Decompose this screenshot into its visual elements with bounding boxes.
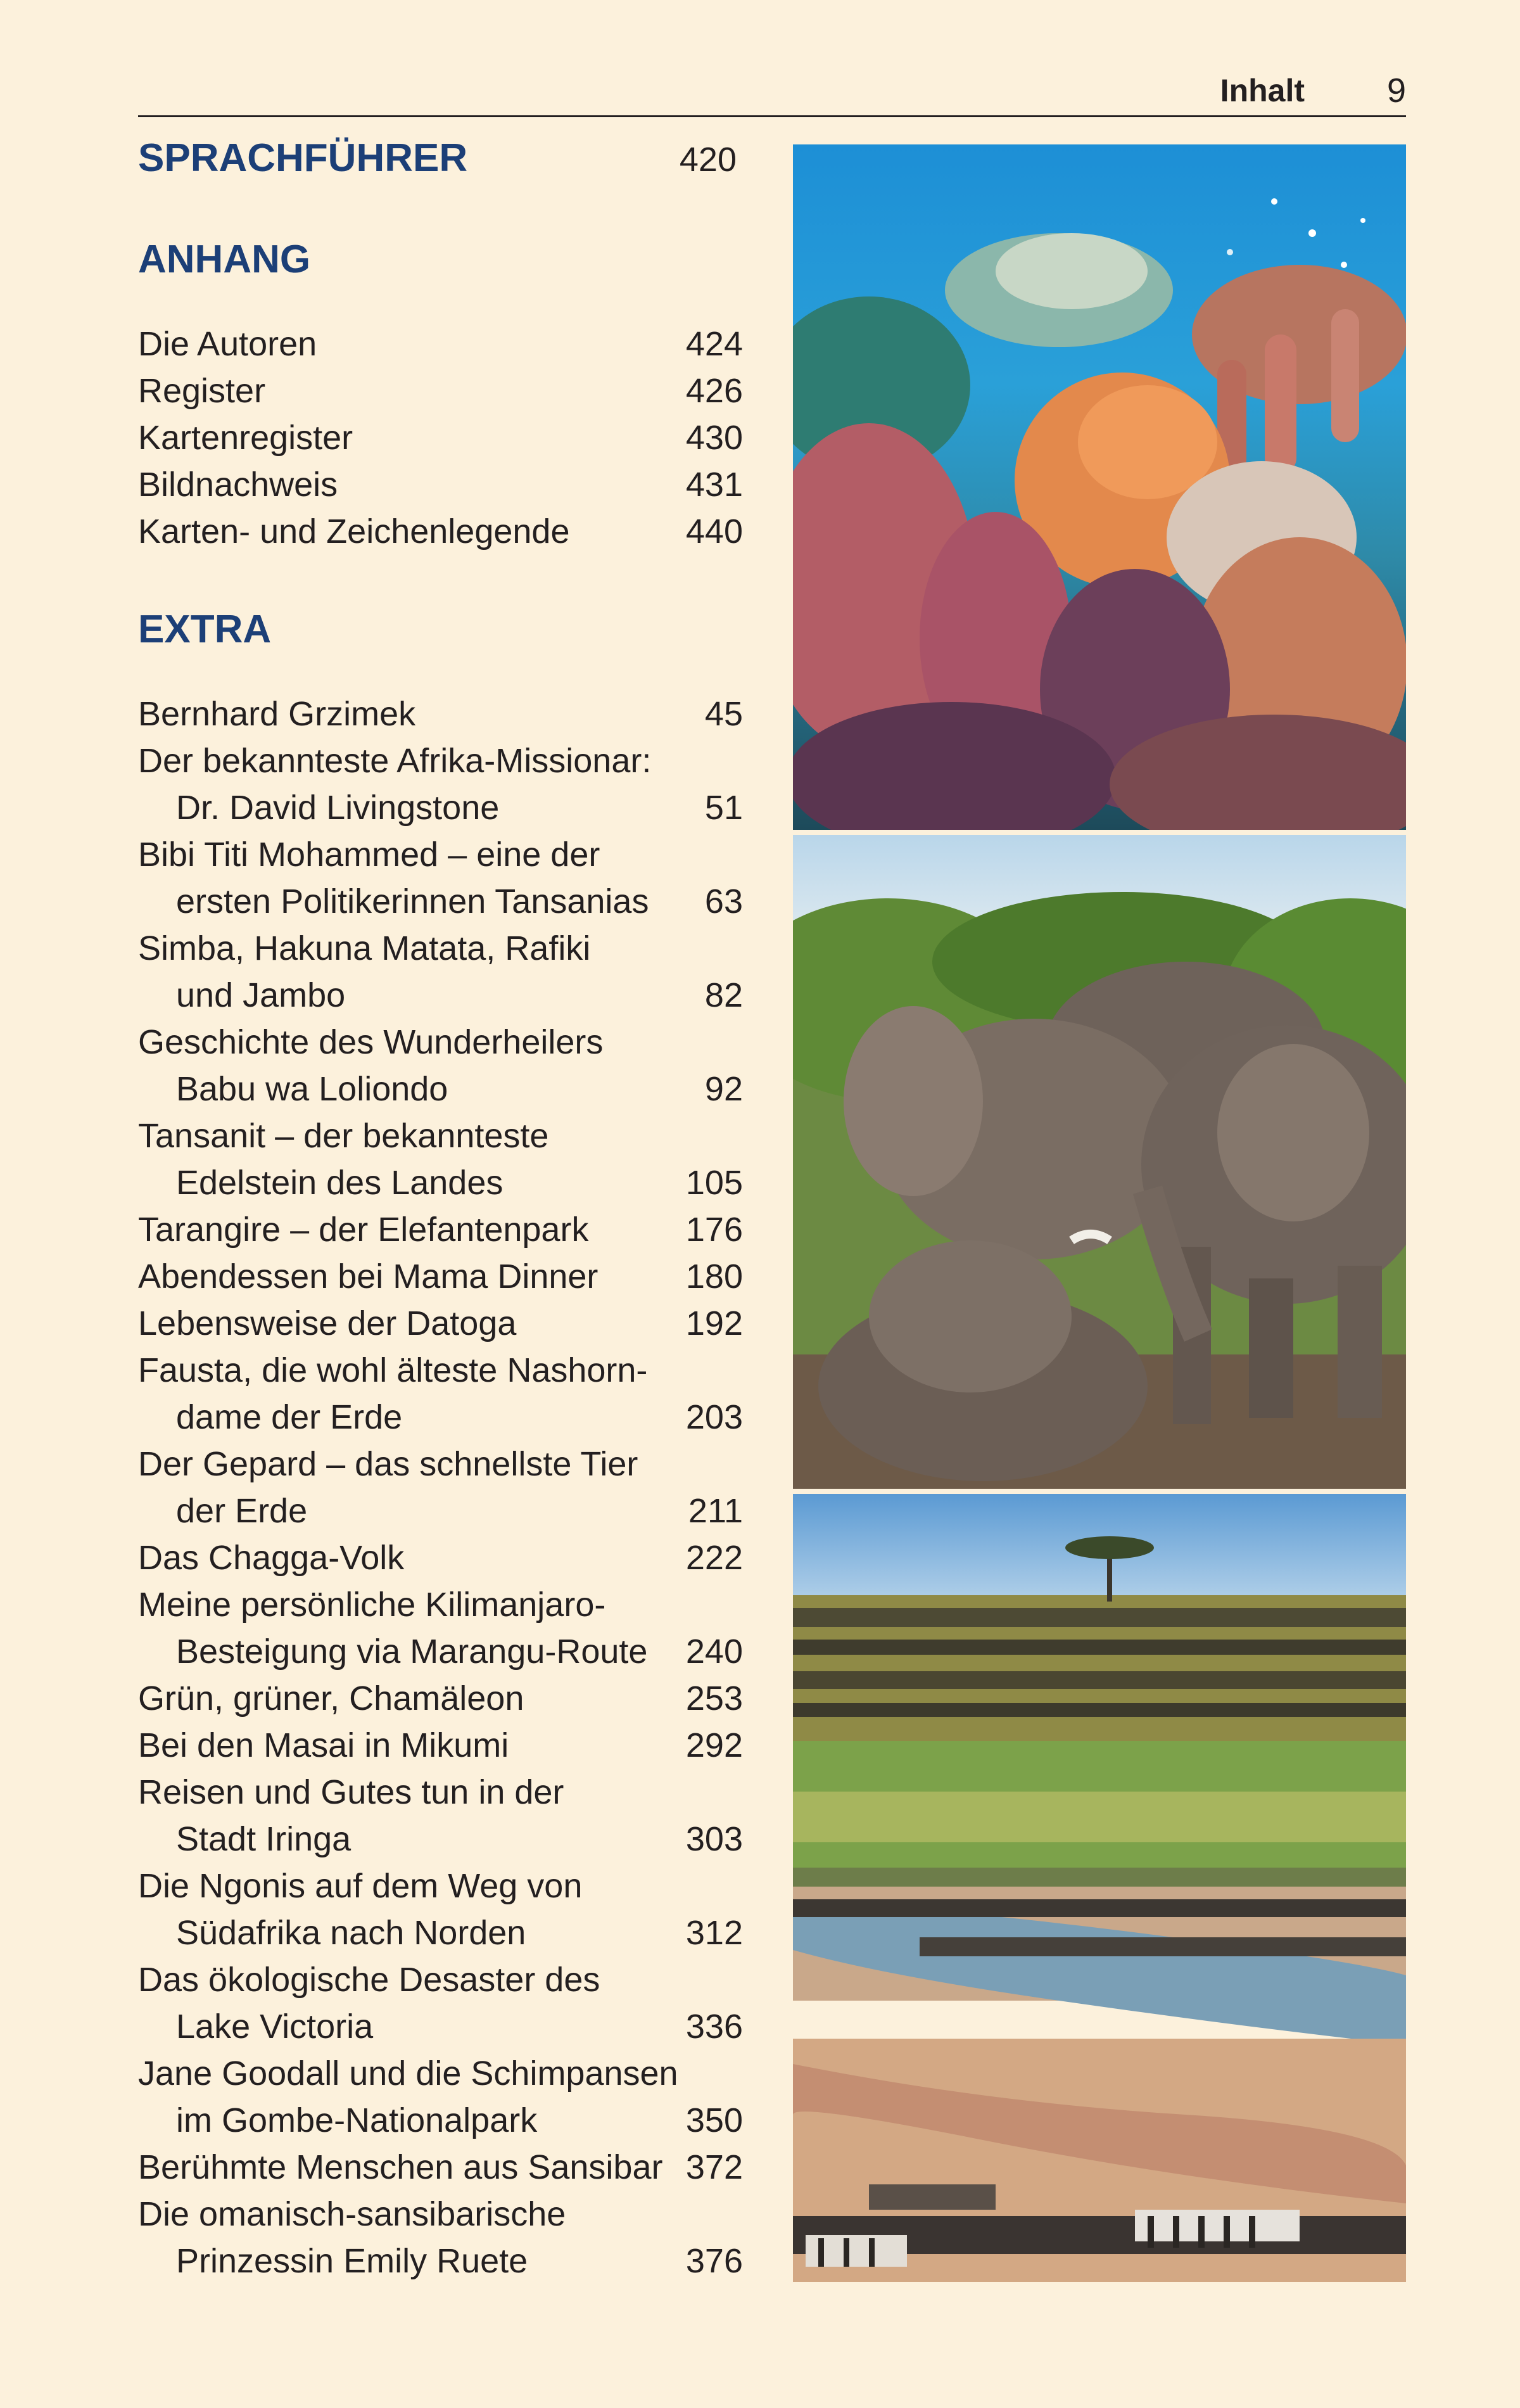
toc-entry-page: 105: [685, 1164, 743, 1202]
toc-entry-title: Der bekannteste Afrika-Missionar:: [138, 742, 652, 780]
toc-entry-page: 253: [685, 1679, 743, 1717]
toc-entry[interactable]: [138, 461, 743, 508]
toc-entry-page: 203: [685, 1398, 743, 1436]
toc-entry[interactable]: [138, 508, 743, 555]
toc-entry-page: 372: [685, 2148, 743, 2186]
toc-entry[interactable]: [138, 1956, 743, 2050]
toc-section-extra: [138, 604, 743, 655]
toc-entry[interactable]: [138, 1019, 743, 1112]
toc-entry-title: Südafrika nach Norden: [176, 1914, 526, 1952]
toc-entry-page: 51: [704, 789, 743, 827]
section-page: 420: [679, 141, 737, 179]
toc-entry-title: Reisen und Gutes tun in der: [138, 1773, 564, 1811]
toc-entry-title: Geschichte des Wunderheilers: [138, 1023, 604, 1061]
toc-entry-title: Bei den Masai in Mikumi: [138, 1726, 509, 1764]
toc-entry[interactable]: [138, 1863, 743, 1956]
toc-entry-page: 192: [685, 1304, 743, 1342]
toc-entry-page: 431: [685, 466, 743, 504]
toc-entry-page: 82: [704, 976, 743, 1014]
toc-entry-title: und Jambo: [176, 976, 346, 1014]
section-title: ANHANG: [138, 238, 311, 281]
toc-entry-page: 312: [685, 1914, 743, 1952]
toc-entry-title: dame der Erde: [176, 1398, 403, 1436]
toc-entry-title: Der Gepard – das schnellste Tier: [138, 1445, 638, 1483]
toc-entry-page: 376: [685, 2242, 743, 2280]
toc-entry-title: Bibi Titi Mohammed – eine der: [138, 836, 600, 874]
anhang-entry-list: [138, 321, 743, 555]
table-of-contents: [138, 133, 743, 2284]
toc-entry[interactable]: [138, 1300, 743, 1347]
toc-entry-title: Bernhard Grzimek: [138, 695, 416, 733]
toc-entry[interactable]: [138, 321, 743, 367]
photo-column: [793, 144, 1406, 2282]
toc-entry[interactable]: [138, 2191, 743, 2284]
page-number: 9: [1386, 72, 1406, 110]
toc-entry-page: 426: [685, 372, 743, 410]
toc-entry-title: Edelstein des Landes: [176, 1164, 504, 1202]
toc-entry-title: Prinzessin Emily Ruete: [176, 2242, 528, 2280]
toc-entry[interactable]: [138, 414, 743, 461]
toc-entry[interactable]: [138, 1253, 743, 1300]
toc-entry[interactable]: [138, 691, 743, 737]
toc-entry-title: Simba, Hakuna Matata, Rafiki: [138, 929, 591, 967]
page-header: [138, 63, 1406, 117]
toc-entry-title: ersten Politikerinnen Tansanias: [176, 882, 649, 921]
toc-entry-title: Tarangire – der Elefantenpark: [138, 1211, 589, 1249]
toc-entry-title: Kartenregister: [138, 419, 353, 457]
toc-entry-page: 92: [704, 1070, 743, 1108]
toc-entry-page: 240: [685, 1633, 743, 1671]
toc-entry-page: 222: [685, 1539, 743, 1577]
toc-entry-page: 424: [685, 325, 743, 363]
toc-entry-title: Register: [138, 372, 266, 410]
toc-entry-page: 63: [704, 882, 743, 921]
toc-entry[interactable]: [138, 1206, 743, 1253]
toc-section-anhang: [138, 234, 743, 285]
toc-entry-title: Stadt Iringa: [176, 1820, 352, 1858]
toc-entry[interactable]: [138, 925, 743, 1019]
toc-entry-title: Lebensweise der Datoga: [138, 1304, 517, 1342]
toc-entry[interactable]: [138, 2050, 743, 2144]
toc-entry-title: Berühmte Menschen aus Sansibar: [138, 2148, 663, 2186]
toc-entry-page: 211: [688, 1492, 743, 1530]
toc-entry-page: 292: [685, 1726, 743, 1764]
section-title: EXTRA: [138, 608, 272, 651]
toc-entry-title: Karten- und Zeichenlegende: [138, 513, 570, 551]
toc-entry-page: 430: [685, 419, 743, 457]
extra-entry-list: [138, 691, 743, 2284]
toc-entry[interactable]: [138, 1112, 743, 1206]
toc-entry-page: 336: [685, 2008, 743, 2046]
toc-entry[interactable]: [138, 1534, 743, 1581]
toc-entry-page: 440: [685, 513, 743, 551]
toc-entry-page: 45: [704, 695, 743, 733]
toc-entry[interactable]: [138, 2144, 743, 2191]
toc-entry-title: Dr. David Livingstone: [176, 789, 500, 827]
toc-entry[interactable]: [138, 737, 743, 831]
toc-entry[interactable]: [138, 831, 743, 925]
toc-entry-title: Jane Goodall und die Schimpansen: [138, 2054, 678, 2093]
toc-entry[interactable]: [138, 1769, 743, 1863]
toc-entry-title: Das Chagga-Volk: [138, 1539, 405, 1577]
toc-entry-title: Meine persönliche Kilimanjaro-: [138, 1586, 606, 1624]
toc-entry-page: 176: [685, 1211, 743, 1249]
wildebeest-migration-photo: [793, 1494, 1406, 2282]
toc-section-sprachfuehrer[interactable]: [138, 133, 743, 185]
toc-entry[interactable]: [138, 1441, 743, 1534]
toc-entry-title: Die Ngonis auf dem Weg von: [138, 1867, 583, 1905]
toc-entry-title: im Gombe-Nationalpark: [176, 2101, 538, 2139]
elephant-herd-photo: [793, 835, 1406, 1489]
toc-entry-title: Lake Victoria: [176, 2008, 374, 2046]
toc-entry-title: Grün, grüner, Chamäleon: [138, 1679, 524, 1717]
toc-entry[interactable]: [138, 1347, 743, 1441]
toc-entry-page: 303: [685, 1820, 743, 1858]
toc-entry-title: Die omanisch-sansibarische: [138, 2195, 566, 2233]
toc-entry-title: Fausta, die wohl älteste Nashorn-: [138, 1351, 648, 1389]
running-head: Inhalt: [1220, 73, 1305, 108]
toc-entry-title: Besteigung via Marangu-Route: [176, 1633, 648, 1671]
toc-entry-title: Babu wa Loliondo: [176, 1070, 448, 1108]
toc-entry-page: 350: [685, 2101, 743, 2139]
toc-entry-title: Bildnachweis: [138, 466, 338, 504]
toc-entry-title: der Erde: [176, 1492, 308, 1530]
toc-entry[interactable]: [138, 1722, 743, 1769]
toc-entry-title: Die Autoren: [138, 325, 317, 363]
toc-entry-title: Tansanit – der bekannteste: [138, 1117, 549, 1155]
coral-reef-photo: [793, 144, 1406, 830]
toc-entry-title: Abendessen bei Mama Dinner: [138, 1258, 598, 1296]
section-title: SPRACHFÜHRER: [138, 136, 468, 180]
toc-entry-page: 180: [685, 1258, 743, 1296]
toc-entry-title: Das ökologische Desaster des: [138, 1961, 600, 1999]
toc-entry[interactable]: [138, 1581, 743, 1675]
toc-entry[interactable]: [138, 367, 743, 414]
toc-entry[interactable]: [138, 1675, 743, 1722]
